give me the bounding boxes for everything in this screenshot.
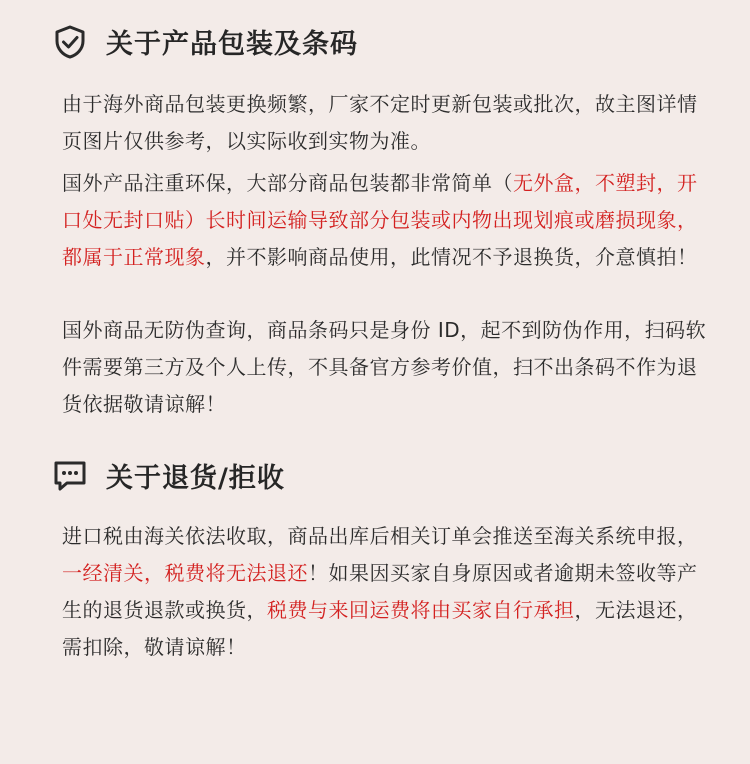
returns-section-title: 关于退货/拒收 — [106, 463, 285, 494]
shield-check-icon — [52, 24, 88, 60]
returns-text-e: ，无法退还，需扣除，敬请谅解！ — [62, 598, 698, 659]
eco-packaging-text-end: ，并不影响商品使用，此情况不予退换货，介意慎拍！ — [205, 245, 698, 269]
packaging-section-header — [52, 22, 358, 61]
eco-packaging-paragraph — [62, 165, 712, 276]
eco-packaging-highlight: 无外盒，不塑封，开口处无封口贴）长时间运输导致部分包装或内物出现划痕或磨损现象，都属于正常现象 — [62, 171, 698, 269]
eco-packaging-text: 国外产品注重环保，大部分商品包装都非常简单（ — [62, 171, 513, 195]
returns-text-a: 进口税由海关依法收取，商品出库后相关订单会推送至海关系统申报， — [62, 524, 698, 548]
returns-section-header — [52, 456, 285, 495]
returns-highlight-shipping: 税费与来回运费将由买家自行承担 — [267, 598, 575, 622]
packaging-section-title: 关于产品包装及条码 — [106, 29, 358, 60]
returns-policy-paragraph — [62, 518, 712, 666]
barcode-paragraph: 国外商品无防伪查询，商品条码只是身份 ID，起不到防伪作用，扫码软件需要第三方及个人上传，不具备官方参考价值，扫不出条码不作为退货依据敬请谅解！ — [62, 318, 707, 416]
chat-bubble-icon — [52, 458, 88, 494]
returns-highlight-tax: 一经清关，税费将无法退还 — [62, 561, 308, 585]
returns-text-c: ！如果因买家自身原因或者逾期未签收等产生的退货退款或换货， — [62, 561, 698, 622]
packaging-notice-paragraph: 由于海外商品包装更换频繁，厂家不定时更新包装或批次，故主图详情页图片仅供参考，以实际收到实物为准。 — [62, 92, 698, 153]
